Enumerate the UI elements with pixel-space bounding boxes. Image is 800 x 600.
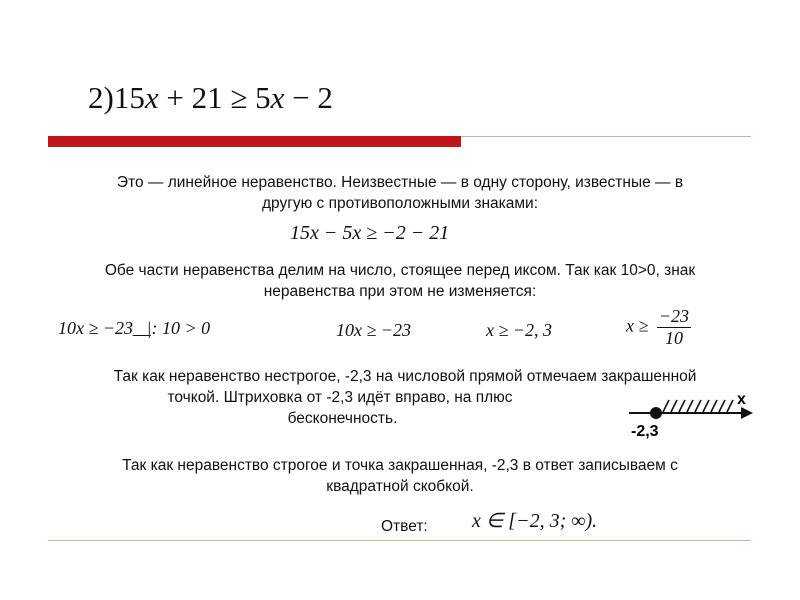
step-fraction-lhs: x ≥ xyxy=(626,315,649,336)
paragraph-3-line-2: точкой. Штриховка от -2,3 идёт вправо, на плюс xyxy=(167,389,513,406)
fraction xyxy=(657,306,691,349)
problem-number: 2) xyxy=(88,80,114,115)
point-label: -2,3 xyxy=(631,423,659,440)
accent-bar xyxy=(48,136,461,147)
hatching xyxy=(663,400,733,412)
paragraph-4-line-1: Так как неравенство строгое и точка закрашенная, -2,3 в ответ записываем с xyxy=(122,457,678,474)
step-divide: 10x ≥ −23 ̲ ̲ ̲|: 10 > 0 xyxy=(58,318,211,338)
top-rule xyxy=(461,136,751,137)
paragraph-4-line-2: квадратной скобкой. xyxy=(326,478,474,495)
paragraph-2 xyxy=(50,260,750,302)
fraction-numerator: −23 xyxy=(658,306,690,326)
paragraph-1-line-2: другую с противоположными знаками: xyxy=(261,195,539,212)
paragraph-2-line-1: Обе части неравенства делим на число, стоящее перед иксом. Так как 10>0, знак xyxy=(104,262,696,279)
paragraph-2-line-2: неравенства при этом не изменяется: xyxy=(263,283,537,300)
step-fraction xyxy=(626,306,691,349)
answer-label: Ответ: xyxy=(381,518,428,535)
axis-label: x xyxy=(737,391,746,408)
title-rhs-coefficient: 5 xyxy=(255,80,271,115)
answer-expression: x ∈ [−2, 3; ∞). xyxy=(472,510,598,532)
step-decimal: x ≥ −2, 3 xyxy=(486,320,553,340)
paragraph-3-line-1: Так как неравенство нестрогое, -2,3 на числовой прямой отмечаем закрашенной xyxy=(113,368,697,385)
filled-point xyxy=(650,407,662,419)
paragraph-1-line-1: Это — линейное неравенство. Неизвестные — в одну сторону, известные — в xyxy=(116,174,684,191)
number-line xyxy=(625,390,755,442)
paragraph-4 xyxy=(50,455,750,497)
paragraph-1 xyxy=(50,172,750,214)
axis-arrow-icon xyxy=(741,407,753,419)
fraction-denominator: 10 xyxy=(664,328,683,348)
title-variable: x xyxy=(144,80,159,115)
title-middle: + 21 ≥ xyxy=(158,80,256,115)
bottom-rule xyxy=(48,540,751,541)
equation-transfer: 15x − 5x ≥ −2 − 21 xyxy=(290,222,450,244)
title-rhs-rest: − 2 xyxy=(284,80,333,115)
paragraph-3-line-3: бесконечность. xyxy=(287,410,398,427)
title-lhs-coefficient: 15 xyxy=(113,80,145,115)
title-rhs-variable: x xyxy=(270,80,285,115)
problem-title xyxy=(88,80,333,116)
step-simplified: 10x ≥ −23 xyxy=(336,320,412,340)
